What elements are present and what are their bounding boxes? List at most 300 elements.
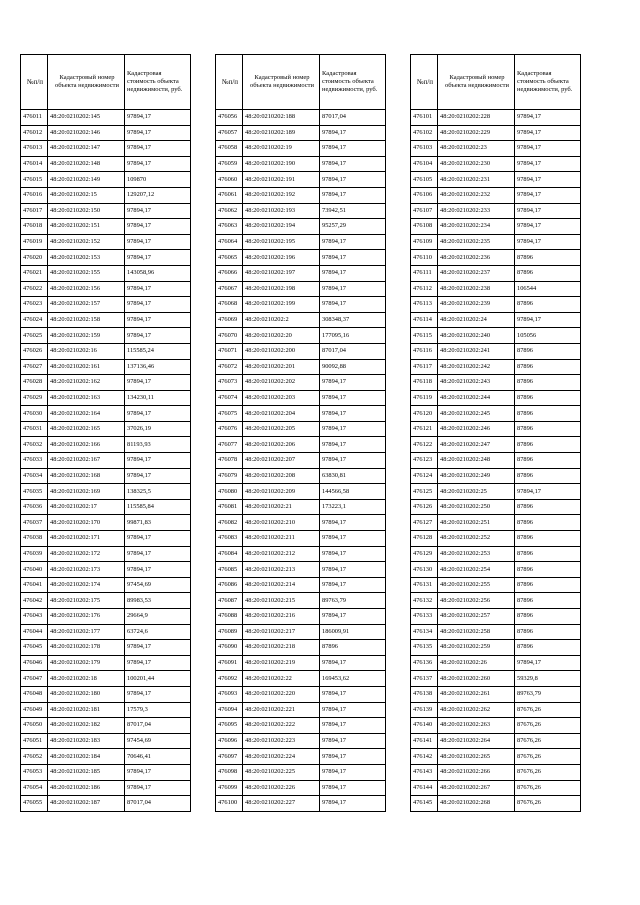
cadastral-number: 48:20:0210202:255 [438,577,515,593]
row-number: 476072 [216,359,243,375]
header-value: Кадастровая стоимость объекта недвижимости, руб. [125,55,191,110]
table-row [411,609,581,625]
table-row [411,515,581,531]
table-row [411,343,581,359]
cadastral-value: 144566,58 [320,484,386,500]
table-row [411,172,581,188]
cadastral-number: 48:20:0210202:245 [438,406,515,422]
cadastral-number: 48:20:0210202:201 [243,359,320,375]
table-row [411,406,581,422]
table-row [21,499,191,515]
row-number: 476027 [21,359,48,375]
row-number: 476079 [216,468,243,484]
cadastral-number: 48:20:0210202:26 [438,655,515,671]
cadastral-number: 48:20:0210202:225 [243,764,320,780]
cadastral-value: 97454,69 [125,577,191,593]
table-row [21,577,191,593]
row-number: 476137 [411,671,438,687]
cadastral-number: 48:20:0210202:198 [243,281,320,297]
cadastral-value: 29664,9 [125,609,191,625]
row-number: 476106 [411,187,438,203]
cadastral-number: 48:20:0210202:220 [243,686,320,702]
row-number: 476141 [411,733,438,749]
table-row [21,624,191,640]
cadastral-number: 48:20:0210202:250 [438,499,515,515]
table-row [411,484,581,500]
row-number: 476021 [21,265,48,281]
row-number: 476060 [216,172,243,188]
row-number: 476082 [216,515,243,531]
cadastral-number: 48:20:0210202:210 [243,515,320,531]
cadastral-value: 87896 [515,343,581,359]
cadastral-number: 48:20:0210202:21 [243,499,320,515]
cadastral-value: 97894,17 [320,156,386,172]
table-row [21,234,191,250]
cadastral-number: 48:20:0210202:2 [243,312,320,328]
cadastral-value: 173223,1 [320,499,386,515]
cadastral-number: 48:20:0210202:183 [48,733,125,749]
cadastral-value: 97894,17 [125,250,191,266]
cadastral-value: 106544 [515,281,581,297]
cadastral-number: 48:20:0210202:249 [438,468,515,484]
table-row [411,297,581,313]
cadastral-number: 48:20:0210202:165 [48,421,125,437]
row-number: 476108 [411,219,438,235]
row-number: 476100 [216,796,243,812]
cadastral-number: 48:20:0210202:182 [48,718,125,734]
table-row [411,764,581,780]
cadastral-value: 97894,17 [515,655,581,671]
table-row [216,312,386,328]
table-row [411,562,581,578]
row-number: 476052 [21,749,48,765]
row-number: 476025 [21,328,48,344]
cadastral-number: 48:20:0210202:230 [438,156,515,172]
table-row [21,406,191,422]
table-body [216,110,386,812]
cadastral-value: 97894,17 [320,375,386,391]
cadastral-value: 73942,51 [320,203,386,219]
cadastral-value: 97894,17 [125,328,191,344]
cadastral-number: 48:20:0210202:233 [438,203,515,219]
row-number: 476040 [21,562,48,578]
row-number: 476133 [411,609,438,625]
table-row [411,655,581,671]
cadastral-number: 48:20:0210202:204 [243,406,320,422]
table-row [21,780,191,796]
cadastral-value: 87896 [515,546,581,562]
row-number: 476128 [411,531,438,547]
cadastral-number: 48:20:0210202:227 [243,796,320,812]
cadastral-value: 90092,88 [320,359,386,375]
cadastral-value: 97894,17 [515,219,581,235]
table-row [411,733,581,749]
row-number: 476022 [21,281,48,297]
row-number: 476063 [216,219,243,235]
cadastral-number: 48:20:0210202:247 [438,437,515,453]
cadastral-number: 48:20:0210202:153 [48,250,125,266]
cadastral-number: 48:20:0210202:234 [438,219,515,235]
cadastral-table-1 [20,54,191,812]
cadastral-number: 48:20:0210202:180 [48,686,125,702]
cadastral-number: 48:20:0210202:265 [438,749,515,765]
cadastral-value: 97454,69 [125,733,191,749]
table-row [21,281,191,297]
cadastral-value: 89763,79 [515,686,581,702]
cadastral-number: 48:20:0210202:257 [438,609,515,625]
row-number: 476078 [216,453,243,469]
row-number: 476031 [21,421,48,437]
table-row [216,453,386,469]
cadastral-value: 97894,17 [125,655,191,671]
table-row [21,609,191,625]
cadastral-value: 97894,17 [515,203,581,219]
cadastral-value: 87676,26 [515,702,581,718]
cadastral-value: 97894,17 [320,453,386,469]
cadastral-number: 48:20:0210202:241 [438,343,515,359]
table-row [411,187,581,203]
cadastral-value: 129207,12 [125,187,191,203]
row-number: 476127 [411,515,438,531]
table-row [216,375,386,391]
cadastral-number: 48:20:0210202:172 [48,546,125,562]
row-number: 476086 [216,577,243,593]
table-row [21,671,191,687]
cadastral-value: 169453,62 [320,671,386,687]
cadastral-value: 97894,17 [515,484,581,500]
row-number: 476015 [21,172,48,188]
table-row [216,234,386,250]
table-row [216,281,386,297]
table-row [216,686,386,702]
row-number: 476068 [216,297,243,313]
cadastral-value: 134230,11 [125,390,191,406]
header-value: Кадастровая стоимость объекта недвижимости, руб. [515,55,581,110]
cadastral-value: 97894,17 [515,234,581,250]
cadastral-value: 97894,17 [320,250,386,266]
cadastral-value: 115585,24 [125,343,191,359]
cadastral-value: 97894,17 [125,234,191,250]
table-row [216,733,386,749]
cadastral-value: 97894,17 [125,468,191,484]
row-number: 476013 [21,141,48,157]
row-number: 476123 [411,453,438,469]
table-row [411,281,581,297]
row-number: 476134 [411,624,438,640]
cadastral-value: 97894,17 [125,219,191,235]
cadastral-value: 87896 [515,265,581,281]
row-number: 476051 [21,733,48,749]
cadastral-number: 48:20:0210202:195 [243,234,320,250]
cadastral-value: 97894,17 [320,187,386,203]
cadastral-number: 48:20:0210202:146 [48,125,125,141]
row-number: 476090 [216,640,243,656]
cadastral-value: 97894,17 [125,780,191,796]
row-number: 476097 [216,749,243,765]
table-row [411,702,581,718]
table-row [216,297,386,313]
cadastral-number: 48:20:0210202:179 [48,655,125,671]
cadastral-value: 87896 [515,499,581,515]
cadastral-number: 48:20:0210202:151 [48,219,125,235]
table-row [411,421,581,437]
table-row [216,437,386,453]
cadastral-number: 48:20:0210202:248 [438,453,515,469]
table-row [21,686,191,702]
cadastral-value: 87896 [515,453,581,469]
header-cadastral: Кадастровый номер объекта недвижимости [48,55,125,110]
table-row [216,499,386,515]
cadastral-value: 87676,26 [515,733,581,749]
cadastral-number: 48:20:0210202:252 [438,531,515,547]
cadastral-value: 87896 [515,515,581,531]
table-row [216,515,386,531]
cadastral-value: 97894,17 [125,640,191,656]
row-number: 476091 [216,655,243,671]
cadastral-value: 97894,17 [320,515,386,531]
cadastral-number: 48:20:0210202:167 [48,453,125,469]
table-row [216,562,386,578]
table-row [411,437,581,453]
row-number: 476126 [411,499,438,515]
cadastral-value: 63724,6 [125,624,191,640]
row-number: 476105 [411,172,438,188]
row-number: 476053 [21,764,48,780]
cadastral-number: 48:20:0210202:217 [243,624,320,640]
table-row [216,110,386,126]
cadastral-number: 48:20:0210202:218 [243,640,320,656]
table-row [411,499,581,515]
row-number: 476017 [21,203,48,219]
cadastral-value: 97894,17 [125,686,191,702]
table-row [411,312,581,328]
cadastral-value: 87017,04 [320,110,386,126]
cadastral-value: 99871,83 [125,515,191,531]
table-row [21,328,191,344]
cadastral-value: 97894,17 [125,141,191,157]
cadastral-number: 48:20:0210202:152 [48,234,125,250]
cadastral-value: 97894,17 [320,562,386,578]
cadastral-value: 97894,17 [125,546,191,562]
table-row [411,125,581,141]
cadastral-value: 87896 [515,406,581,422]
cadastral-number: 48:20:0210202:169 [48,484,125,500]
row-number: 476121 [411,421,438,437]
table-row [411,250,581,266]
row-number: 476088 [216,609,243,625]
cadastral-value: 97894,17 [320,733,386,749]
cadastral-number: 48:20:0210202:226 [243,780,320,796]
cadastral-number: 48:20:0210202:178 [48,640,125,656]
table-row [411,780,581,796]
row-number: 476110 [411,250,438,266]
table-row [21,437,191,453]
row-number: 476038 [21,531,48,547]
cadastral-value: 59329,8 [515,671,581,687]
cadastral-value: 89763,79 [320,593,386,609]
table-row [411,375,581,391]
cadastral-number: 48:20:0210202:17 [48,499,125,515]
table-row [21,219,191,235]
cadastral-value: 97894,17 [320,686,386,702]
cadastral-number: 48:20:0210202:214 [243,577,320,593]
cadastral-number: 48:20:0210202:181 [48,702,125,718]
cadastral-number: 48:20:0210202:212 [243,546,320,562]
cadastral-number: 48:20:0210202:222 [243,718,320,734]
cadastral-value: 97894,17 [320,172,386,188]
row-number: 476095 [216,718,243,734]
table-row [411,624,581,640]
cadastral-number: 48:20:0210202:196 [243,250,320,266]
cadastral-number: 48:20:0210202:260 [438,671,515,687]
table-header-row [411,55,581,110]
row-number: 476055 [21,796,48,812]
row-number: 476041 [21,577,48,593]
cadastral-number: 48:20:0210202:187 [48,796,125,812]
cadastral-number: 48:20:0210202:237 [438,265,515,281]
cadastral-value: 97894,17 [320,796,386,812]
cadastral-number: 48:20:0210202:145 [48,110,125,126]
cadastral-number: 48:20:0210202:163 [48,390,125,406]
row-number: 476098 [216,764,243,780]
cadastral-value: 97894,17 [320,141,386,157]
table-row [21,312,191,328]
cadastral-value: 308348,37 [320,312,386,328]
cadastral-number: 48:20:0210202:177 [48,624,125,640]
table-row [216,624,386,640]
table-row [21,562,191,578]
cadastral-number: 48:20:0210202:202 [243,375,320,391]
row-number: 476116 [411,343,438,359]
row-number: 476129 [411,546,438,562]
table-row [216,172,386,188]
cadastral-number: 48:20:0210202:213 [243,562,320,578]
row-number: 476054 [21,780,48,796]
cadastral-value: 97894,17 [125,297,191,313]
row-number: 476094 [216,702,243,718]
table-row [216,390,386,406]
table-row [411,453,581,469]
row-number: 476067 [216,281,243,297]
cadastral-value: 97894,17 [320,780,386,796]
cadastral-value: 97894,17 [125,453,191,469]
cadastral-number: 48:20:0210202:206 [243,437,320,453]
cadastral-value: 87896 [515,593,581,609]
cadastral-value: 97894,17 [515,156,581,172]
table-row [216,531,386,547]
cadastral-number: 48:20:0210202:19 [243,141,320,157]
cadastral-number: 48:20:0210202:219 [243,655,320,671]
cadastral-number: 48:20:0210202:164 [48,406,125,422]
cadastral-value: 89983,53 [125,593,191,609]
row-number: 476057 [216,125,243,141]
cadastral-value: 143058,96 [125,265,191,281]
cadastral-value: 97894,17 [125,531,191,547]
cadastral-value: 87017,04 [320,343,386,359]
cadastral-number: 48:20:0210202:236 [438,250,515,266]
cadastral-value: 97894,17 [320,702,386,718]
cadastral-value: 70646,41 [125,749,191,765]
table-row [216,141,386,157]
cadastral-number: 48:20:0210202:170 [48,515,125,531]
table-row [216,577,386,593]
cadastral-value: 97894,17 [515,187,581,203]
cadastral-value: 115585,84 [125,499,191,515]
table-row [216,718,386,734]
table-row [216,796,386,812]
row-number: 476142 [411,749,438,765]
table-row [21,172,191,188]
cadastral-number: 48:20:0210202:171 [48,531,125,547]
cadastral-value: 97894,17 [320,531,386,547]
row-number: 476020 [21,250,48,266]
row-number: 476049 [21,702,48,718]
cadastral-number: 48:20:0210202:205 [243,421,320,437]
cadastral-number: 48:20:0210202:186 [48,780,125,796]
row-number: 476107 [411,203,438,219]
cadastral-value: 100201,44 [125,671,191,687]
cadastral-number: 48:20:0210202:147 [48,141,125,157]
row-number: 476112 [411,281,438,297]
table-row [411,671,581,687]
table-row [216,468,386,484]
row-number: 476119 [411,390,438,406]
row-number: 476039 [21,546,48,562]
cadastral-number: 48:20:0210202:148 [48,156,125,172]
cadastral-value: 105056 [515,328,581,344]
cadastral-value: 37026,19 [125,421,191,437]
row-number: 476132 [411,593,438,609]
header-value: Кадастровая стоимость объекта недвижимости, руб. [320,55,386,110]
cadastral-number: 48:20:0210202:263 [438,718,515,734]
row-number: 476115 [411,328,438,344]
table-row [411,390,581,406]
header-num: №п/п [411,55,438,110]
cadastral-value: 87896 [515,390,581,406]
table-row [21,593,191,609]
cadastral-number: 48:20:0210202:200 [243,343,320,359]
cadastral-number: 48:20:0210202:253 [438,546,515,562]
cadastral-number: 48:20:0210202:251 [438,515,515,531]
table-row [21,203,191,219]
cadastral-value: 97894,17 [320,297,386,313]
table-row [411,203,581,219]
table-row [216,187,386,203]
row-number: 476089 [216,624,243,640]
cadastral-value: 87896 [515,531,581,547]
cadastral-number: 48:20:0210202:209 [243,484,320,500]
row-number: 476083 [216,531,243,547]
cadastral-value: 97894,17 [515,141,581,157]
cadastral-value: 87896 [515,468,581,484]
cadastral-value: 97894,17 [125,562,191,578]
row-number: 476120 [411,406,438,422]
row-number: 476062 [216,203,243,219]
row-number: 476101 [411,110,438,126]
cadastral-number: 48:20:0210202:175 [48,593,125,609]
table-row [216,421,386,437]
table-row [21,531,191,547]
cadastral-number: 48:20:0210202:157 [48,297,125,313]
table-header-row [21,55,191,110]
table-row [411,265,581,281]
cadastral-value: 97894,17 [320,265,386,281]
row-number: 476076 [216,421,243,437]
row-number: 476087 [216,593,243,609]
cadastral-value: 186009,91 [320,624,386,640]
cadastral-value: 97894,17 [515,125,581,141]
row-number: 476018 [21,219,48,235]
